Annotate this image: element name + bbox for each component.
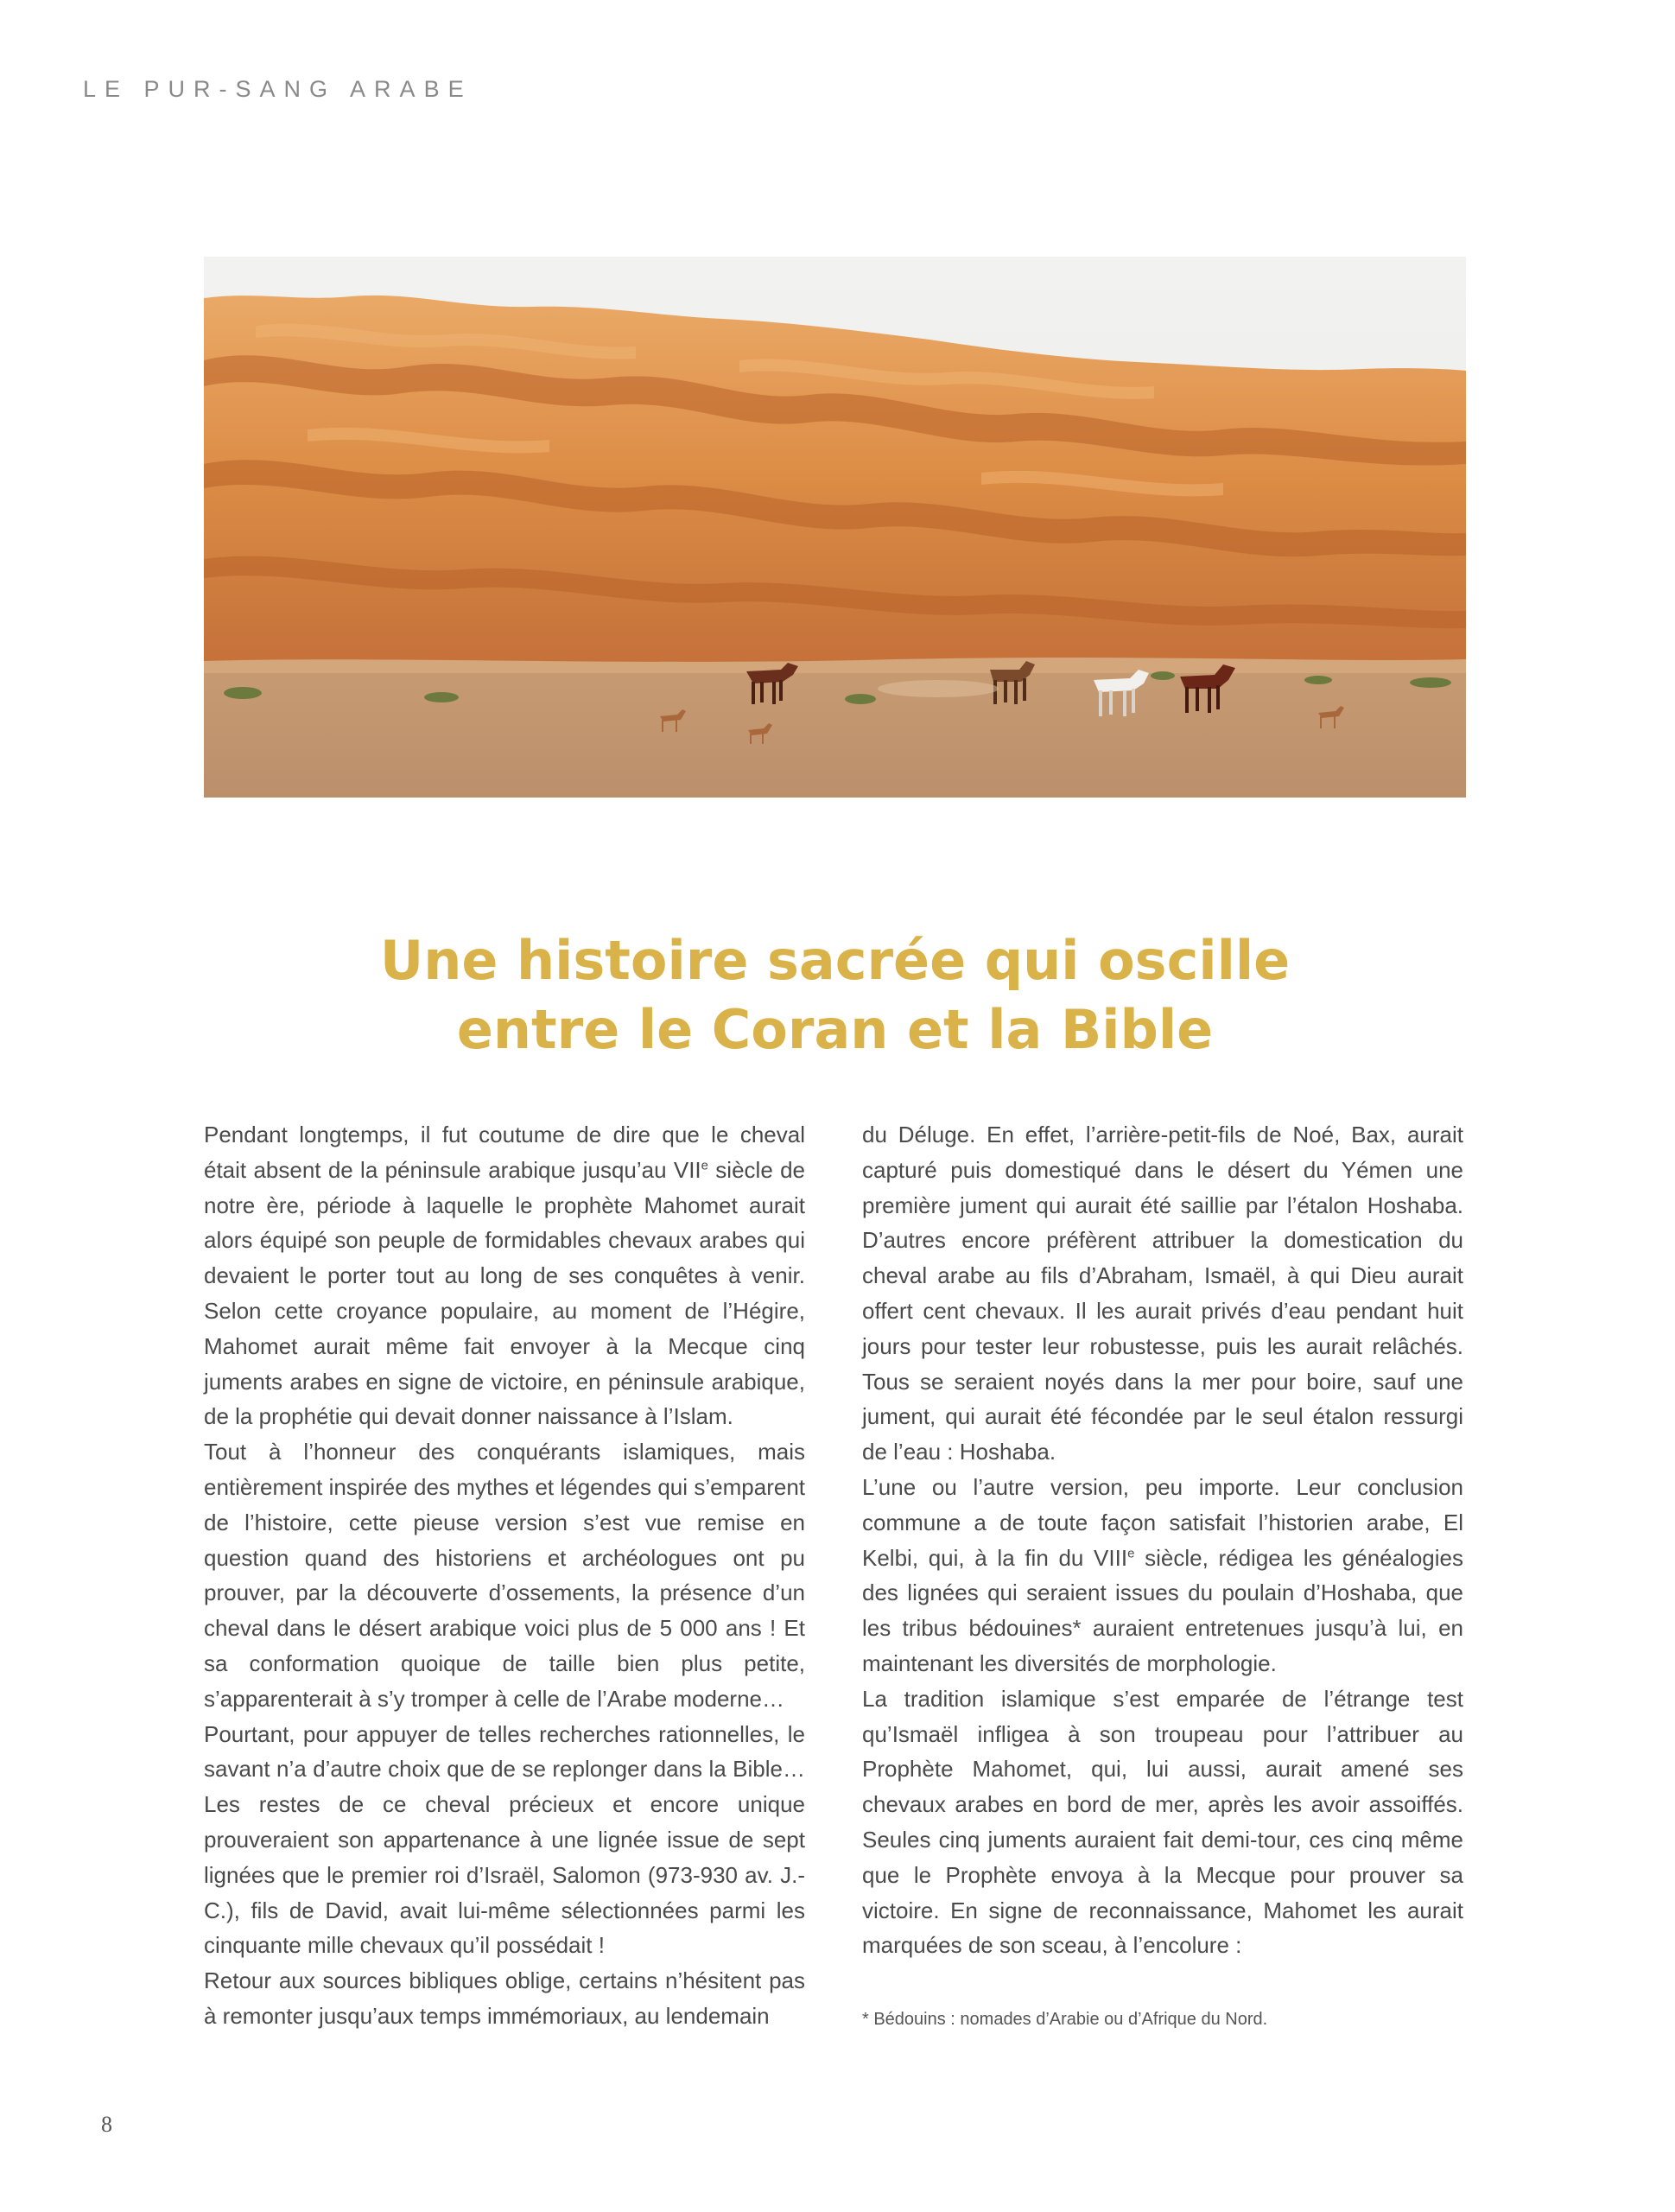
desert-photo xyxy=(204,257,1466,798)
paragraph: du Déluge. En effet, l’arrière-petit-fils de Noé, Bax, aurait capturé puis domestiqué dans le désert du Yémen une première jument qui aurait été saillie par l’étalon Hoshaba. D’autres encore préfèrent attribuer la domestication du cheval arabe au fils d’Abraham, Ismaël, à qui Dieu aurait offert cent chevaux. Il les aurait privés d’eau pendant huit jours pour tester leur robustesse, puis les aurait relâchés. Tous se seraient noyés dans la mer pour boire, sauf une jument, qui aurait été fécondée par le seul étalon ressurgi de l’eau : Hoshaba. xyxy=(862,1122,1463,1465)
paragraph: Pendant longtemps, il fut coutume de dire que le cheval était absent de la péninsule arabique jusqu’au VIIe siècle de notre ère, période à laquelle le prophète Mahomet aurait alors équipé son peuple de formidables chevaux arabes qui devaient le porter tout au long de ses conquêtes à venir. Selon cette croyance populaire, au moment de l’Hégire, Mahomet aurait même fait envoyer à la Mecque cinq juments arabes en signe de victoire, en péninsule arabique, de la prophétie qui devait donner naissance à l’Islam. xyxy=(204,1122,806,1430)
footnote: * Bédouins : nomades d’Arabie ou d’Afrique du Nord. xyxy=(862,2010,1268,2029)
page-number: 8 xyxy=(101,2112,112,2137)
paragraph: Pourtant, pour appuyer de telles recherches rationnelles, le savant n’a d’autre choix que de se replonger dans la Bible… Les restes de ce cheval précieux et encore unique prouveraient son appartenance à une lignée issue de sept lignées que le premier roi d’Israël, Salomon (973-930 av. J.-C.), fils de David, avait lui-même sélectionnées parmi les cinquante mille chevaux qu’il possédait ! xyxy=(204,1720,805,1959)
paragraph: Tout à l’honneur des conquérants islamiques, mais entièrement inspirée des mythes et légendes qui s’emparent de l’histoire, cette pieuse version s’est vue remise en question quand des historiens et archéologues ont pu prouver, par la découverte d’ossements, la présence d’un cheval dans le désert arabique voici plus de 5 000 ans ! Et sa conformation quoique de taille bien plus petite, s’apparenterait à s’y tromper à celle de l’Arabe moderne… xyxy=(204,1439,805,1712)
article-title xyxy=(204,926,1466,1065)
right-column xyxy=(862,1117,1463,1963)
left-column xyxy=(204,1117,805,2034)
title-line-2: entre le Coran et la Bible xyxy=(456,998,1214,1061)
desert-landscape-image xyxy=(204,257,1466,798)
title-line-1: Une histoire sacrée qui oscille xyxy=(379,929,1291,992)
paragraph: L’une ou l’autre version, peu importe. Leur conclusion commune a de toute façon satisfait l’historien arabe, El Kelbi, qui, à la fin du VIIIe siècle, rédigea les généalogies des lignées qui seraient issues du poulain d’Hoshaba, que les tribus bédouines* auraient entretenues jusqu’à lui, en maintenant les diversités de morphologie. xyxy=(862,1473,1464,1676)
running-header: LE PUR-SANG ARABE xyxy=(83,76,473,102)
paragraph: La tradition islamique s’est emparée de l’étrange test qu’Ismaël infligea à son troupeau pour l’attribuer au Prophète Mahomet, qui, lui aussi, aurait amené ses chevaux arabes en bord de mer, après les avoir assoiffés. Seules cinq juments auraient fait demi-tour, ces cinq même que le Prophète envoya à la Mecque pour prouver sa victoire. En signe de reconnaissance, Mahomet les aurait marquées de son sceau, à l’encolure : xyxy=(862,1685,1463,1959)
paragraph: Retour aux sources bibliques oblige, certains n’hésitent pas à remonter jusqu’aux temps immémoriaux, au lendemain xyxy=(204,1967,805,2029)
